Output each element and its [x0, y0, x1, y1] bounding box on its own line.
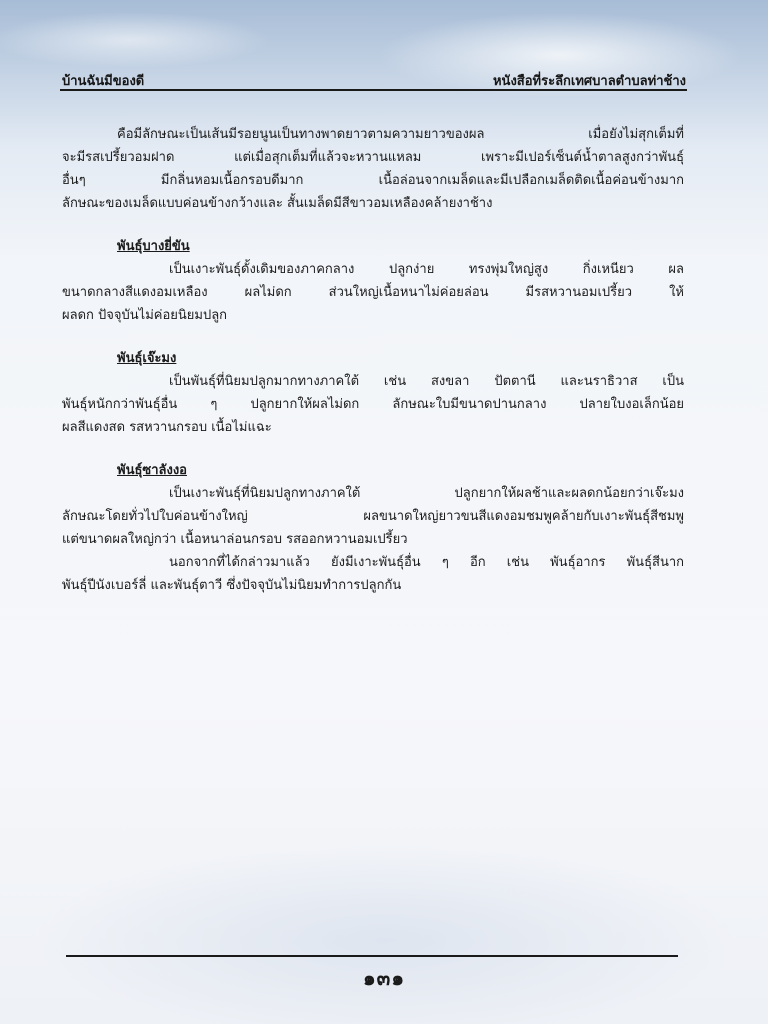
page-number: ๑๓๑	[362, 966, 406, 990]
paragraph-line: ลักษณะของเมล็ดแบบค่อนข้างกว้างและ สั้นเมล็ดมีสีขาวอมเหลืองคล้ายงาช้าง	[62, 196, 493, 211]
main-text	[62, 123, 684, 597]
paragraph-line: จะมีรสเปรี้ยวอมฝาด แต่เมื่อสุกเต็มที่แล้วจะหวานแหลม เพราะมีเปอร์เซ็นต์น้ำตาลสูงกว่าพันธุ์	[62, 150, 684, 165]
paragraph-line: อื่นๆ มีกลิ่นหอมเนื้อกรอบดีมาก เนื้อล่อนจากเมล็ดและมีเปลือกเมล็ดติดเนื้อค่อนข้างมาก	[62, 173, 684, 188]
header-divider	[60, 89, 687, 91]
paragraph-line: ผลดก ปัจจุบันไม่ค่อยนิยมปลูก	[62, 308, 228, 323]
paragraph-line: พันธุ์ปีนังเบอร์ลี่ และพันธุ์ตาวี ซึ่งปัจจุบันไม่นิยมทำการปลูกกัน	[62, 578, 402, 593]
paragraph-line: เป็นเงาะพันธุ์ที่นิยมปลูกทางภาคใต้ ปลูกยากให้ผลช้าและผลดกน้อยกว่าเจ๊ะมง	[169, 486, 684, 501]
paragraph-line: ผลสีแดงสด รสหวานกรอบ เนื้อไม่แฉะ	[62, 420, 272, 435]
running-header-right: หนังสือที่ระลึกเทศบาลตำบลท่าช้าง	[492, 74, 686, 89]
section-heading: พันธุ์บางยี่ขัน	[117, 239, 190, 254]
paragraph-line: พันธุ์หนักกว่าพันธุ์อื่น ๆ ปลูกยากให้ผลไม่ดก ลักษณะใบมีขนาดปานกลาง ปลายใบงอเล็กน้อย	[62, 397, 684, 412]
intro-paragraph	[62, 123, 684, 215]
running-header-left: บ้านฉันมีของดี	[62, 74, 145, 89]
paragraph-line: เป็นพันธุ์ที่นิยมปลูกมากทางภาคใต้ เช่น สงขลา ปัตตานี และนราธิวาส เป็น	[169, 374, 684, 389]
section-sa-lang-ngo	[62, 459, 684, 597]
section-bang-yi-khan	[62, 235, 684, 327]
paragraph-line: เป็นเงาะพันธุ์ดั้งเดิมของภาคกลาง ปลูกง่าย ทรงพุ่มใหญ่สูง กิ่งเหนียว ผล	[169, 262, 684, 277]
section-che-mong	[62, 347, 684, 439]
section-heading: พันธุ์เจ๊ะมง	[117, 351, 177, 366]
paragraph-line: แต่ขนาดผลใหญ่กว่า เนื้อหนาล่อนกรอบ รสออกหวานอมเปรี้ยว	[62, 532, 408, 547]
section-heading: พันธุ์ซาลังงอ	[117, 463, 187, 478]
footer-divider	[66, 955, 678, 957]
paragraph-line: คือมีลักษณะเป็นเส้นมีรอยนูนเป็นทางพาดยาวตามความยาวของผล เมื่อยังไม่สุกเต็มที่	[117, 127, 684, 142]
paragraph-line: ขนาดกลางสีแดงอมเหลือง ผลไม่ดก ส่วนใหญ่เนื้อหนาไม่ค่อยล่อน มีรสหวานอมเปรี้ยว ให้	[62, 285, 684, 300]
paragraph-line: นอกจากที่ได้กล่าวมาแล้ว ยังมีเงาะพันธุ์อื่น ๆ อีก เช่น พันธุ์อากร พันธุ์สีนาก	[169, 555, 684, 570]
paragraph-line: ลักษณะโดยทั่วไปใบค่อนข้างใหญ่ ผลขนาดใหญ่ยาวขนสีแดงอมชมพูคล้ายกับเงาะพันธุ์สีชมพู	[62, 509, 684, 524]
